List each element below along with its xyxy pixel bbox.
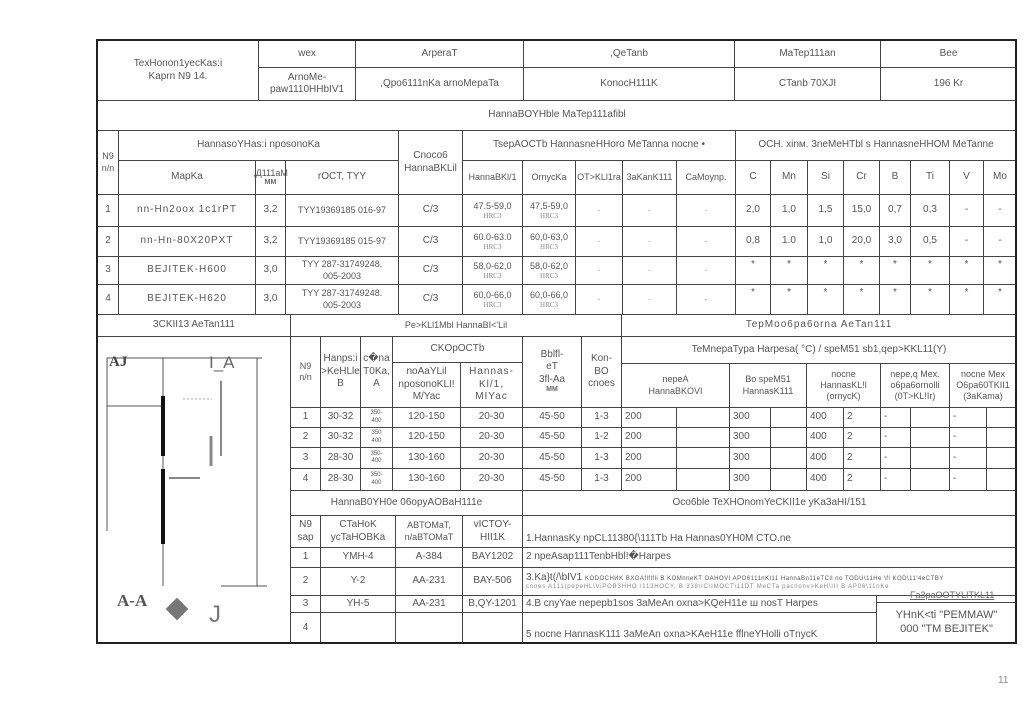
equipment-value: BAY1202 bbox=[462, 547, 523, 568]
hardness-text: - bbox=[648, 293, 651, 304]
column-header-element: V bbox=[949, 160, 984, 195]
header-value: CTanb 70XJI bbox=[734, 67, 881, 101]
mode-weld-value: 20-30 bbox=[460, 427, 523, 448]
developer-label: Fa3paOOTYLITKL11 bbox=[910, 590, 995, 600]
hardness-text: - bbox=[597, 235, 601, 246]
heat-column-header: nocne Mex O6pa60TKII1 (3aKama) bbox=[949, 363, 1017, 408]
hardness-value bbox=[462, 284, 523, 315]
element-content: - bbox=[983, 194, 1017, 227]
element-content: * bbox=[843, 284, 880, 315]
column-header-element: C bbox=[735, 160, 771, 195]
mode-voltage-value: 30-32 bbox=[320, 427, 361, 448]
column-header-current: c�na T0Ka, A bbox=[360, 336, 393, 408]
mode-current-value: 350 400 bbox=[360, 427, 393, 448]
element-content: * bbox=[949, 284, 984, 315]
document-title: TexHonon1yecKas:i Kaprn N9 14. bbox=[97, 40, 259, 101]
heat-value: - bbox=[949, 427, 987, 448]
mode-stickout-value: 45-50 bbox=[522, 468, 582, 491]
hardness-unit: HRC3 bbox=[483, 242, 502, 251]
heat-value: - bbox=[949, 468, 987, 491]
element-content: * bbox=[735, 284, 771, 315]
hardness-value bbox=[522, 226, 576, 257]
heat-value bbox=[986, 427, 1017, 448]
heat-value bbox=[770, 468, 807, 491]
hardness-value bbox=[462, 226, 523, 257]
mode-no-value: 3 bbox=[290, 447, 321, 469]
element-content: * bbox=[910, 284, 950, 315]
equipment-column-header: vICTOY- HII1K bbox=[462, 515, 523, 548]
element-content: * bbox=[910, 256, 950, 285]
equipment-value: 2 bbox=[290, 567, 321, 596]
mode-weld-value: 20-30 bbox=[460, 468, 523, 491]
wire-standard: TYY 287-31749248. 005-2003 bbox=[285, 284, 399, 315]
heat-value: - bbox=[880, 427, 911, 448]
hardness-text: - bbox=[648, 264, 651, 275]
heat-value bbox=[910, 427, 950, 448]
hardness-text: - bbox=[648, 235, 651, 246]
element-content: 20,0 bbox=[843, 226, 880, 257]
mode-current-value: 350- 400 bbox=[360, 447, 393, 469]
heat-value bbox=[910, 407, 950, 428]
mode-stickout-value: 45-50 bbox=[522, 407, 582, 428]
mode-layers-value: 1-2 bbox=[581, 427, 622, 448]
mode-current-value: 350- 400 bbox=[360, 468, 393, 491]
column-header-weld-speed: Hannas- Kl/1, MIYac bbox=[460, 362, 523, 408]
row-number: 3 bbox=[97, 256, 119, 285]
column-header-element: Mn bbox=[770, 160, 808, 195]
hardness-value bbox=[522, 256, 576, 285]
hardness-text: - bbox=[704, 264, 708, 275]
column-header-diameter bbox=[255, 160, 286, 195]
heat-value: - bbox=[949, 447, 987, 469]
mode-layers-value: 1-3 bbox=[581, 468, 622, 491]
equipment-section-title: HannaB0YH0e 06opyAOBaH111e bbox=[290, 490, 523, 516]
heat-value bbox=[910, 447, 950, 469]
mode-feed-value: 130-160 bbox=[392, 468, 461, 491]
wire-grade: nn-Hn2oox 1c1rPT bbox=[118, 194, 256, 227]
element-content: - bbox=[949, 226, 984, 257]
column-header-method: Cnoco6 HannaBKLil bbox=[398, 130, 463, 195]
column-header-speed: CKOpOCTb bbox=[392, 336, 523, 363]
header-value: KonocH111K bbox=[523, 67, 735, 101]
column-header-standard: rOCT, TYY bbox=[285, 160, 399, 195]
hardness-value bbox=[522, 194, 576, 227]
wire-diameter: 3,2 bbox=[255, 194, 286, 227]
hardness-value bbox=[462, 256, 523, 285]
mode-feed-value: 120-150 bbox=[392, 427, 461, 448]
heat-value bbox=[986, 468, 1017, 491]
row-number: 4 bbox=[97, 284, 119, 315]
hardness-unit: HRC3 bbox=[483, 211, 502, 220]
mode-feed-value: 130-160 bbox=[392, 447, 461, 469]
hardness-value bbox=[622, 284, 677, 315]
element-content: * bbox=[807, 284, 844, 315]
equipment-column-header: CTaHoK ycTaHOBKa bbox=[320, 515, 396, 548]
column-header-no: N9 n/n bbox=[97, 130, 119, 195]
element-content: - bbox=[949, 194, 984, 227]
mode-section-title: Pe>KLl1Mbl HannaBI<'Lil bbox=[290, 314, 622, 337]
mode-voltage-value: 30-32 bbox=[320, 407, 361, 428]
equipment-column-header: ABTOMaT, n/aBTOMaT bbox=[395, 515, 463, 548]
heat-value: 200 bbox=[621, 447, 677, 469]
column-header-hardness-sub: 3aKanK111 bbox=[622, 160, 677, 195]
heat-value bbox=[770, 427, 807, 448]
header-value: 196 Kr bbox=[880, 67, 1017, 101]
mode-layers-value: 1-3 bbox=[581, 407, 622, 428]
equipment-value: 4 bbox=[290, 612, 321, 644]
heat-value bbox=[676, 447, 730, 469]
note-item: 5 nocne HannasK111 3aMeAn oxna>KAeH11e fflneYHolli oTnycK bbox=[522, 612, 877, 644]
heat-value: 200 bbox=[621, 468, 677, 491]
hardness-unit: HRC3 bbox=[483, 271, 502, 280]
wire-grade: nn-Hn-80X20PXT bbox=[118, 226, 256, 257]
column-header-chemistry: OCH. xinм. 3neMeHTbl s HannasneHHOM MeTanne bbox=[735, 130, 1017, 161]
equipment-value: Y-2 bbox=[320, 567, 396, 596]
hardness-value bbox=[676, 226, 736, 257]
equipment-value bbox=[320, 612, 396, 644]
hardness-value bbox=[462, 194, 523, 227]
heat-value: 400 bbox=[806, 468, 844, 491]
hardness-text: - bbox=[648, 204, 651, 215]
mode-weld-value: 20-30 bbox=[460, 407, 523, 428]
equipment-value: 1 bbox=[290, 547, 321, 568]
hardness-text: - bbox=[597, 204, 601, 215]
sketch-section-title: 3CKII13 AeTan111 bbox=[97, 314, 291, 337]
materials-section-title: HannaBOYHble MaTep111afibl bbox=[97, 100, 1017, 131]
element-content: * bbox=[879, 256, 911, 285]
element-content: 1,0 bbox=[770, 194, 808, 227]
note-3-continuation: cnoes A111(pepeHL\ViPOB3HHO \113HOCY, B 338\IC\IMOCT\11DT MeCTa pacnonv>KeH\III B AP06\11nKe bbox=[526, 584, 890, 590]
mode-stickout-value: 45-50 bbox=[522, 447, 582, 469]
wire-diameter: 3,0 bbox=[255, 256, 286, 285]
heat-value bbox=[986, 407, 1017, 428]
element-content: * bbox=[735, 256, 771, 285]
hardness-value bbox=[622, 194, 677, 227]
element-content: * bbox=[983, 284, 1017, 315]
equipment-value: BAY-506 bbox=[462, 567, 523, 596]
stickout-label: Bblfl- eT 3fl-Aa bbox=[538, 348, 566, 385]
heat-value: - bbox=[880, 407, 911, 428]
hardness-unit: HRC3 bbox=[540, 271, 558, 280]
hardness-text: 60.0-63.0 bbox=[473, 231, 512, 242]
header-value: ,Qpo6111nKa arnoMepaTa bbox=[355, 67, 524, 101]
hardness-text: 60,0-66,0 bbox=[529, 289, 569, 300]
hardness-unit: HRC3 bbox=[483, 300, 502, 309]
wire-diameter: 3,0 bbox=[255, 284, 286, 315]
heat-value: - bbox=[880, 468, 911, 491]
column-header-stickout bbox=[522, 336, 582, 408]
heat-value: 200 bbox=[621, 407, 677, 428]
notes-section-title: Oco6ble TeXHOnomYeCKII1e yKa3aHI/151 bbox=[522, 490, 1017, 516]
hardness-text: 60,0-66,0 bbox=[473, 289, 512, 300]
weld-method: C/3 bbox=[398, 226, 463, 257]
hardness-value bbox=[575, 256, 623, 285]
heat-value: 2 bbox=[843, 468, 881, 491]
heat-column-header: nepeA HannaBKOVI bbox=[621, 363, 730, 408]
heat-value: 400 bbox=[806, 427, 844, 448]
mode-current-value: 350- 400 bbox=[360, 407, 393, 428]
hardness-value bbox=[676, 194, 736, 227]
header-value: ArnoMe- paw1110HHbIV1 bbox=[258, 67, 356, 101]
element-content: - bbox=[983, 226, 1017, 257]
equipment-value bbox=[395, 612, 463, 644]
equipment-value: YMH-4 bbox=[320, 547, 396, 568]
element-content: * bbox=[983, 256, 1017, 285]
wire-diameter: 3,2 bbox=[255, 226, 286, 257]
mode-layers-value: 1-3 bbox=[581, 447, 622, 469]
equipment-value: AA-231 bbox=[395, 567, 463, 596]
sketch-label-aj: AJ bbox=[109, 354, 128, 370]
element-content: 0,7 bbox=[879, 194, 911, 227]
element-content: * bbox=[807, 256, 844, 285]
heat-value bbox=[676, 427, 730, 448]
hardness-text: 58,0-62,0 bbox=[473, 260, 512, 271]
heat-table-title: TeMnepaTypa Harpesa( °C) / speM51 sb1,qep>KKL11(Y) bbox=[621, 336, 1017, 364]
column-header-voltage: Hanps:i >KeHLle B bbox=[320, 336, 361, 408]
note-item: 2 npeAsap111TenbHbl!�Harpes bbox=[522, 547, 1017, 568]
column-header-layers: Kon- BO cnoes bbox=[581, 336, 622, 408]
heat-value: 2 bbox=[843, 447, 881, 469]
header-label: wex bbox=[258, 40, 356, 68]
mode-voltage-value: 28-30 bbox=[320, 447, 361, 469]
stickout-unit: MM bbox=[546, 386, 558, 394]
weld-method: C/3 bbox=[398, 284, 463, 315]
header-label: Bee bbox=[880, 40, 1017, 68]
heat-value: 2 bbox=[843, 427, 881, 448]
element-content: 1,0 bbox=[807, 226, 844, 257]
column-header-element: Mo bbox=[983, 160, 1017, 195]
heat-value: - bbox=[949, 407, 987, 428]
hardness-value bbox=[622, 256, 677, 285]
heat-value bbox=[676, 468, 730, 491]
page-number: 11 bbox=[998, 675, 1009, 686]
heat-value: 400 bbox=[806, 407, 844, 428]
hardness-text: 47,5-59,0 bbox=[529, 200, 569, 211]
heat-value bbox=[986, 447, 1017, 469]
element-content: * bbox=[770, 284, 808, 315]
heat-value bbox=[910, 468, 950, 491]
hardness-text: - bbox=[704, 204, 708, 215]
column-header-hardness-sub: OrnycKa bbox=[522, 160, 576, 195]
column-header-grade: MapKa bbox=[118, 160, 256, 195]
weld-method: C/3 bbox=[398, 194, 463, 227]
heat-value: 2 bbox=[843, 407, 881, 428]
element-content: 1.0 bbox=[770, 226, 808, 257]
heat-value: 300 bbox=[729, 407, 771, 428]
note-3-text bbox=[526, 572, 944, 592]
hardness-value bbox=[622, 226, 677, 257]
equipment-value: YH-5 bbox=[320, 595, 396, 613]
diameter-label: ,Д111aM bbox=[253, 167, 288, 178]
column-header-hardness-sub: CaMoynp. bbox=[676, 160, 736, 195]
column-header-hardness-sub: OT>KLl1ra bbox=[575, 160, 623, 195]
heat-value bbox=[770, 407, 807, 428]
heat-value: - bbox=[880, 447, 911, 469]
note-3-body: KODOCHИK BXOAflflfli B KOMnneKT OAHOVI APO6111nKl11 HannaBn11eTCll no TODU\11He \fl KOD\11'4eCTBY bbox=[584, 575, 944, 582]
column-header-filler: HannasoYHas:i nposonoKa bbox=[118, 130, 399, 161]
header-label: ,QeTanb bbox=[523, 40, 735, 68]
row-number: 1 bbox=[97, 194, 119, 227]
header-label: MaTep111an bbox=[734, 40, 881, 68]
heat-value bbox=[676, 407, 730, 428]
sketch-section-label: A-A bbox=[117, 591, 148, 610]
column-header-hardness-sub: HannaBKl/1 bbox=[462, 160, 523, 195]
heat-value bbox=[770, 447, 807, 469]
element-content: 0,3 bbox=[910, 194, 950, 227]
hardness-value bbox=[522, 284, 576, 315]
equipment-value: AA-231 bbox=[395, 595, 463, 613]
header-label: ArperaT bbox=[355, 40, 524, 68]
heat-column-header: nepe,q Mex. o6pa6ornolli (0T>KL!Ir) bbox=[880, 363, 950, 408]
hardness-unit: HRC3 bbox=[540, 242, 558, 251]
element-content: * bbox=[949, 256, 984, 285]
hardness-value bbox=[575, 284, 623, 315]
equipment-value bbox=[462, 612, 523, 644]
mode-no-value: 4 bbox=[290, 468, 321, 491]
hardness-text: - bbox=[597, 293, 601, 304]
hardness-text: - bbox=[704, 235, 708, 246]
mode-voltage-value: 28-30 bbox=[320, 468, 361, 491]
equipment-column-header: N9 sap bbox=[290, 515, 321, 548]
mode-feed-value: 120-150 bbox=[392, 407, 461, 428]
element-content: 0,8 bbox=[735, 226, 771, 257]
element-content: 0,5 bbox=[910, 226, 950, 257]
sketch-j-mark: J bbox=[209, 601, 221, 628]
mode-stickout-value: 45-50 bbox=[522, 427, 582, 448]
equipment-value: A-384 bbox=[395, 547, 463, 568]
hardness-text: 60,0-63,0 bbox=[529, 231, 569, 242]
mode-weld-value: 20-30 bbox=[460, 447, 523, 469]
heat-column-header: Bo speM51 HannasK111 bbox=[729, 363, 807, 408]
row-number: 2 bbox=[97, 226, 119, 257]
column-header-element: Cr bbox=[843, 160, 880, 195]
mode-no-value: 2 bbox=[290, 427, 321, 448]
column-header-element: Ti bbox=[910, 160, 950, 195]
hardness-text: - bbox=[597, 264, 601, 275]
heat-value: 300 bbox=[729, 468, 771, 491]
column-header-element: Si bbox=[807, 160, 844, 195]
column-header-element: B bbox=[879, 160, 911, 195]
wire-standard: TYY19369185 016-97 bbox=[285, 194, 399, 227]
element-content: 15,0 bbox=[843, 194, 880, 227]
weld-method: C/3 bbox=[398, 256, 463, 285]
equipment-value: 3 bbox=[290, 595, 321, 613]
hardness-text: 47.5-59,0 bbox=[473, 200, 512, 211]
column-header-feed-speed: noAaYLil nposonoKLI! M/Yac bbox=[392, 362, 461, 408]
heat-value: 300 bbox=[729, 447, 771, 469]
equipment-value: B,QY-1201 bbox=[462, 595, 523, 613]
mode-no-value: 1 bbox=[290, 407, 321, 428]
hardness-value bbox=[676, 256, 736, 285]
diameter-unit: MM bbox=[264, 178, 277, 186]
element-content: * bbox=[843, 256, 880, 285]
heat-value: 300 bbox=[729, 427, 771, 448]
hardness-value bbox=[575, 226, 623, 257]
column-header-hardness: TsepAOCTb HannasneHHoro MeTanna nocne • bbox=[462, 130, 736, 161]
sketch-unknown-glyph-icon bbox=[166, 598, 189, 621]
element-content: 2,0 bbox=[735, 194, 771, 227]
hardness-text: - bbox=[704, 293, 708, 304]
note-item: 1.HannasKy npCL11380{\111Tb Ha Hannas0YH0M CTO.ne bbox=[522, 515, 1017, 548]
hardness-unit: HRC3 bbox=[540, 211, 558, 220]
part-sketch bbox=[97, 336, 290, 642]
heat-section-title: TepMoo6pa6orna AeTan111 bbox=[621, 314, 1017, 337]
note-3-start: 3.Ka}t(/\bIV1 bbox=[526, 571, 583, 583]
sketch-label-ia: I_A bbox=[209, 353, 235, 372]
heat-column-header: nocne HannasKL!l (ornycK) bbox=[806, 363, 881, 408]
element-content: * bbox=[770, 256, 808, 285]
element-content: 3,0 bbox=[879, 226, 911, 257]
wire-grade: BEJITEK-H620 bbox=[118, 284, 256, 315]
hardness-value bbox=[676, 284, 736, 315]
wire-standard: TYY19369185 015-97 bbox=[285, 226, 399, 257]
element-content: * bbox=[879, 284, 911, 315]
heat-value: 400 bbox=[806, 447, 844, 469]
hardness-unit: HRC3 bbox=[540, 300, 558, 309]
column-header-no: N9 n/n bbox=[290, 336, 321, 408]
note-item: 4.B cnyYae nepepb1sos 3aMeAn oxna>KQeH11e ш nosT Harpes bbox=[522, 595, 877, 613]
wire-grade: BEJITEK-H600 bbox=[118, 256, 256, 285]
heat-value: 200 bbox=[621, 427, 677, 448]
hardness-value bbox=[575, 194, 623, 227]
hardness-text: 58,0-62,0 bbox=[529, 260, 569, 271]
wire-standard: TYY 287-31749248. 005-2003 bbox=[285, 256, 399, 285]
element-content: 1,5 bbox=[807, 194, 844, 227]
developer-stamp: YHnK<ti "PEMMAW" 000 "TM BEJITEK" bbox=[876, 602, 1017, 644]
